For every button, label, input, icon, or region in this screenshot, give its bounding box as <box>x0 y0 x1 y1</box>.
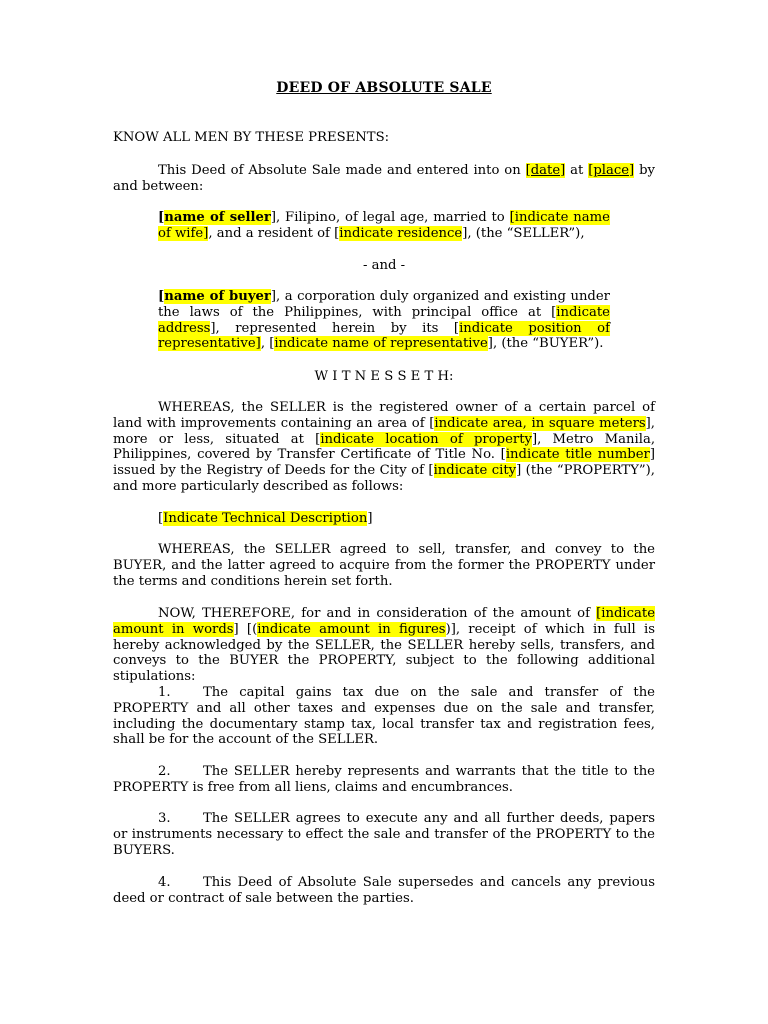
title-number-placeholder: indicate title number <box>505 447 650 463</box>
seller-paragraph: [name of seller], Filipino, of legal age, married to [indicate name of wife], and a resident of [indicate residence], (the “SELLER”), <box>158 210 610 241</box>
address-placeholder: indicate address <box>158 304 610 336</box>
salutation: KNOW ALL MEN BY THESE PRESENTS: <box>113 130 390 145</box>
stipulation-number: 4. <box>158 875 171 890</box>
whereas-agreement-paragraph: WHEREAS, the SELLER agreed to sell, transfer, and convey to the BUYER, and the latter agreed to acquire from the former the PROPERTY under the terms and conditions herein set forth. <box>113 542 655 589</box>
residence-placeholder: indicate residence <box>339 225 463 241</box>
stipulation-number: 1. <box>158 685 171 700</box>
stipulation-item <box>113 685 655 748</box>
stipulation-text: The capital gains tax due on the sale and transfer of the PROPERTY and all other taxes and expenses due on the sale and transfer, including the documentary stamp tax, local transfer tax and registration fees, shall be for the account of the SELLER. <box>113 685 655 748</box>
date-placeholder: [date] <box>525 163 566 178</box>
intro-paragraph: This Deed of Absolute Sale made and entered into on [date] at [place] by and between: <box>113 163 655 194</box>
amount-figures-placeholder: indicate amount in figures <box>257 621 446 637</box>
amount-words-placeholder: [indicate amount in words <box>113 606 655 637</box>
place-placeholder: [place] <box>588 163 635 178</box>
stipulation-number: 2. <box>158 764 171 779</box>
position-placeholder: indicate position of representative] <box>158 320 610 352</box>
location-placeholder: indicate location of property <box>320 431 532 447</box>
stipulation-text: The SELLER hereby represents and warrants that the title to the PROPERTY is free from all liens, claims and encumbrances. <box>113 764 655 795</box>
buyer-paragraph: [name of buyer], a corporation duly organized and existing under the laws of the Philippines, with principal office at [indicate address], represented herein by its [indicate position of representative], [indicate name of representative], (the “BUYER”). <box>158 289 610 352</box>
area-placeholder: indicate area, in square meters <box>434 415 646 431</box>
stipulation-number: 3. <box>158 811 171 826</box>
stipulation-item <box>113 811 655 858</box>
technical-description-placeholder: Indicate Technical Description <box>163 511 368 526</box>
buyer-name-placeholder: name of buyer <box>164 289 271 304</box>
wife-placeholder: [indicate name of wife] <box>158 210 610 241</box>
stipulation-text: The SELLER agrees to execute any and all further deeds, papers or instruments necessary to effect the sale and transfer of the PROPERTY to the BUYERS. <box>113 811 655 858</box>
city-placeholder: indicate city <box>433 463 517 479</box>
seller-name-placeholder: name of seller <box>164 210 271 225</box>
stipulation-item <box>113 875 655 907</box>
technical-description-paragraph: [Indicate Technical Description] <box>158 511 373 526</box>
stipulation-text: This Deed of Absolute Sale supersedes and cancels any previous deed or contract of sale between the parties. <box>113 875 655 906</box>
witnesseth-heading: W I T N E S S E T H: <box>314 369 454 384</box>
representative-name-placeholder: indicate name of representative <box>274 336 488 352</box>
and-separator: - and - <box>362 258 406 273</box>
stipulation-item <box>113 764 655 796</box>
now-therefore-paragraph: NOW, THEREFORE, for and in consideration of the amount of [indicate amount in words] [(indicate amount in figures)], receipt of which in full is hereby acknowledged by the SELLER, the SELLER hereby sells, transfers, and conveys to the BUYER the PROPERTY, subject to the following additional stipulations: <box>113 606 655 685</box>
whereas-ownership-paragraph: WHEREAS, the SELLER is the registered owner of a certain parcel of land with improvements containing an area of [indicate area, in square meters], more or less, situated at [indicate location of property], Metro Manila, Philippines, covered by Transfer Certificate of Title No. [indicate title number] issued by the Registry of Deeds for the City of [indicate city] (the “PROPERTY”), and more particularly described as follows: <box>113 400 656 494</box>
document-title: DEED OF ABSOLUTE SALE <box>276 80 492 96</box>
